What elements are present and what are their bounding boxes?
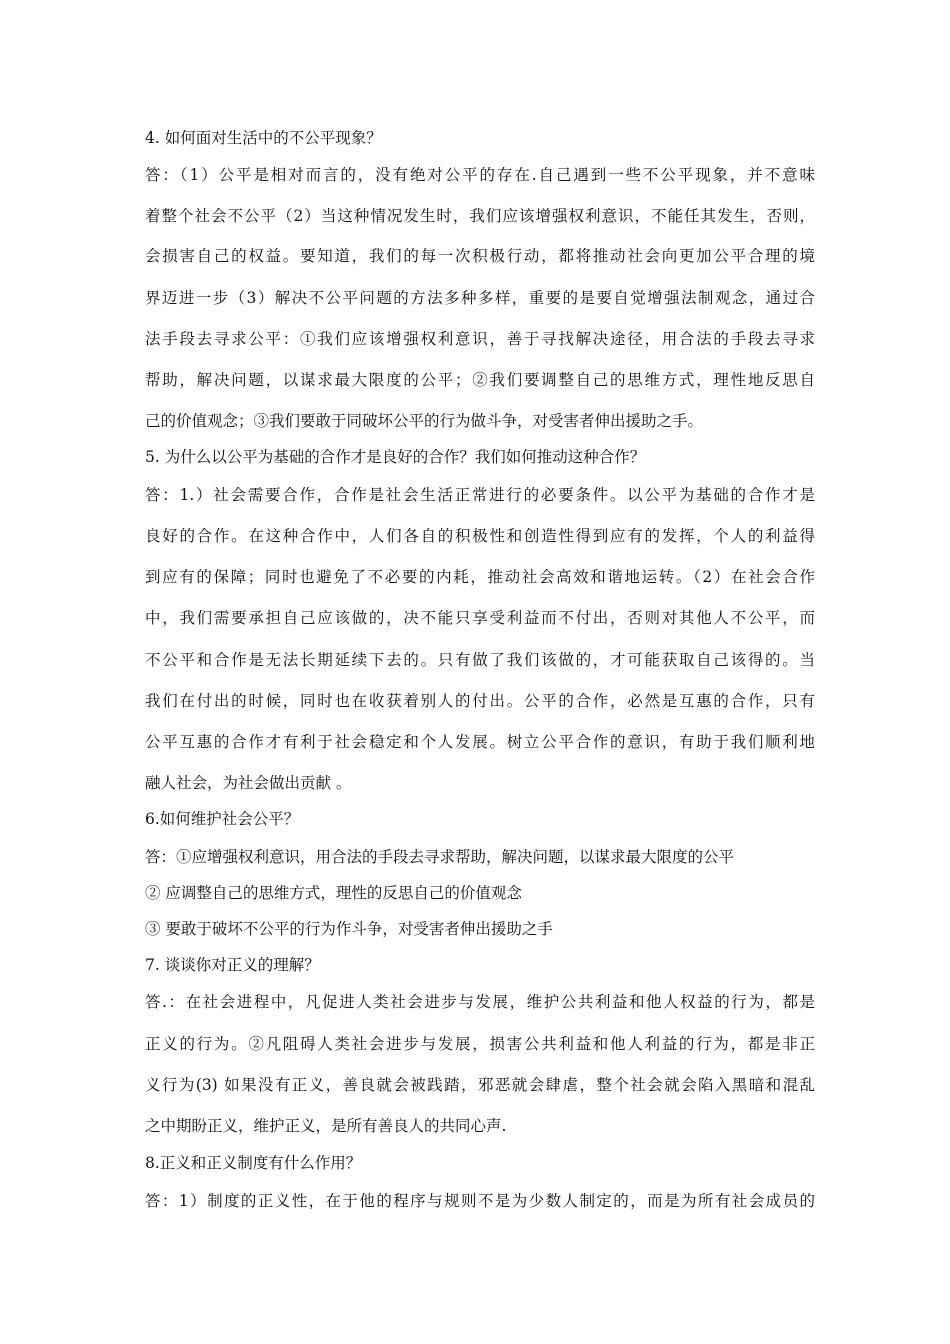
answer-6-line-3: ③ 要敢于破坏不公平的行为作斗争，对受害者伸出援助之手 bbox=[145, 920, 553, 938]
answer-5-line-5: 不公平和合作是无法长期延续下去的。只有做了我们该做的，才可能获取自己该得的。当 bbox=[145, 651, 815, 669]
answer-5-line-7: 公平互惠的合作才有利于社会稳定和个人发展。树立公平合作的意识，有助于我们顺利地 bbox=[145, 733, 815, 751]
answer-5-line-3: 到应有的保障；同时也避免了不必要的内耗，推动社会高效和谐地运转。（2）在社会合作 bbox=[145, 568, 815, 586]
answer-4-line-2: 着整个社会不公平（2）当这种情况发生时，我们应该增强权利意识，不能任其发生，否则， bbox=[145, 207, 815, 225]
answer-5-line-6: 我们在付出的时候，同时也在收获着别人的付出。公平的合作，必然是互惠的合作，只有 bbox=[145, 692, 815, 710]
answer-5-line-2: 良好的合作。在这种合作中，人们各自的积极性和创造性得到应有的发挥，个人的利益得 bbox=[145, 527, 815, 545]
question-7-heading: 7. 谈谈你对正义的理解？ bbox=[145, 956, 320, 974]
answer-5-line-8: 融人社会，为社会做出贡献 。 bbox=[145, 774, 352, 792]
question-8-heading: 8.正义和正义制度有什么作用？ bbox=[145, 1154, 362, 1172]
question-5-heading: 5. 为什么以公平为基础的合作才是良好的合作？我们如何推动这种合作？ bbox=[145, 448, 646, 466]
answer-7-line-4: 之中期盼正义，维护正义，是所有善良人的共同心声. bbox=[145, 1117, 507, 1135]
answer-4-line-7: 己的价值观念；③我们要敢于同破坏公平的行为做斗争，对受害者伸出援助之手。 bbox=[145, 412, 704, 430]
answer-7-line-2: 正义的行为。②凡阻碍人类社会进步与发展，损害公共利益和他人利益的行为，都是非正 bbox=[145, 1035, 815, 1053]
question-4-heading: 4. 如何面对生活中的不公平现象？ bbox=[145, 129, 382, 147]
answer-6-line-2: ② 应调整自己的思维方式，理性的反思自己的价值观念 bbox=[145, 884, 522, 902]
answer-5-line-1: 答：1.）社会需要合作，合作是社会生活正常进行的必要条件。以公平为基础的合作才是 bbox=[145, 486, 815, 504]
answer-4-line-6: 帮助，解决问题，以谋求最大限度的公平；②我们要调整自己的思维方式，理性地反思自 bbox=[145, 371, 815, 389]
answer-7-line-1: 答.：在社会进程中，凡促进人类社会进步与发展，维护公共利益和他人权益的行为，都是 bbox=[145, 993, 815, 1011]
answer-8-line-1: 答：1）制度的正义性，在于他的程序与规则不是为少数人制定的，而是为所有社会成员的 bbox=[145, 1192, 815, 1210]
question-6-heading: 6.如何维护社会公平？ bbox=[145, 810, 300, 828]
answer-7-line-3: 义行为(3) 如果没有正义，善良就会被践踏，邪恶就会肆虐，整个社会就会陷入黑暗和混乱 bbox=[145, 1076, 815, 1094]
answer-4-line-4: 界迈进一步（3）解决不公平问题的方法多种多样，重要的是要自觉增强法制观念，通过合 bbox=[145, 289, 815, 307]
answer-4-line-1: 答：（1）公平是相对而言的，没有绝对公平的存在.自己遇到一些不公平现象，并不意味 bbox=[145, 166, 815, 184]
answer-4-line-5: 法手段去寻求公平：①我们应该增强权利意识，善于寻找解决途径，用合法的手段去寻求 bbox=[145, 330, 815, 348]
answer-4-line-3: 会损害自己的权益。要知道，我们的每一次积极行动，都将推动社会向更加公平合理的境 bbox=[145, 247, 815, 265]
answer-6-line-1: 答：①应增强权利意识，用合法的手段去寻求帮助，解决问题，以谋求最大限度的公平 bbox=[145, 848, 735, 866]
answer-5-line-4: 中，我们需要承担自己应该做的，决不能只享受利益而不付出，否则对其他人不公平，而 bbox=[145, 609, 815, 627]
